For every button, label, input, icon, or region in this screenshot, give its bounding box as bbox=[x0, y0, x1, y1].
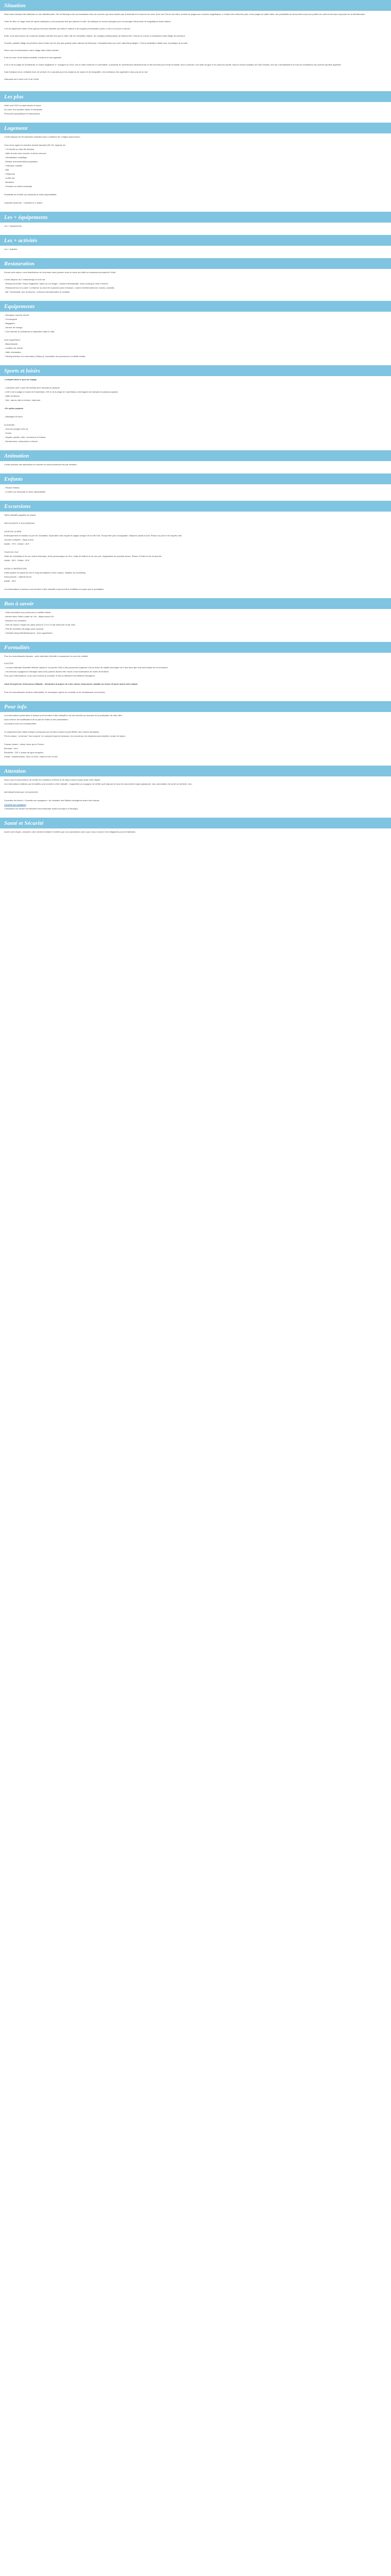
section-title: Situation bbox=[4, 2, 26, 9]
section-header-pour-info bbox=[0, 701, 391, 712]
section-body-sante bbox=[0, 828, 391, 836]
section-header-activites bbox=[0, 235, 391, 246]
section-header-plus bbox=[0, 91, 391, 102]
paragraph: Nous vous recommandons notre village dans l'hôtel suivant : bbox=[4, 49, 60, 52]
text-line: - Climatisation chauffage bbox=[4, 156, 27, 159]
text-line: Embarquement en bateau au port de Ciutadella. Exploration des criques et plages vierges de la côte Sud. Temps libre pour la baignade. Déjeuner paella à bord. Retour au port en fin d'après-midi. bbox=[4, 534, 182, 537]
section-header-situation bbox=[0, 0, 391, 11]
text-line: Demi-journée - matériel fourni bbox=[4, 575, 31, 578]
section-body-attention bbox=[0, 776, 391, 812]
text-line: - Salle de bain avec douche et sèche-cheveux bbox=[4, 152, 46, 155]
text-line: Consultez les fiches « Conseils aux voyageurs » du ministère des Affaires étrangères avant votre départ. bbox=[4, 799, 100, 802]
section-body-logement bbox=[0, 133, 391, 207]
text-line: - Hôtel accessible aux personnes à mobilité réduite bbox=[4, 611, 51, 614]
text-line: - Transfert aéroport/hôtel/aéroport : avec supplément bbox=[4, 632, 53, 634]
text-line: Les informations relatives aux formalités sont données à titre indicatif ; il appartient au voyageur de vérifier qu'il dispose de tous les documents requis (passeport, visa, autorisation de sortie du territoire, etc.). bbox=[4, 783, 193, 785]
paragraph: A 40 m de la plage de Sondestrak, le Grand Sagbarker 4*, inauguré en 2013, est un hôtel moderne et confortable. Il possède de nombreuses infrastructures et des services pour toute la famille, dont 2 piscines, une salle de gym et un parcours sportif, dans le niveau nautique de Cala S'Aldea, club de Lola Ballesteros et tous les animations une journée sportive agréable. bbox=[4, 63, 341, 66]
text-line: - Restaurant bar à la carte "La Marina" au bord de la piscine (avec terrasse) : cuisine méditerranéenne, snacks, cocktails. bbox=[4, 286, 115, 289]
text-line: Journée complète - repas inclus bbox=[4, 538, 34, 541]
text-line: Tarifs indicatifs (payable sur place) bbox=[4, 514, 36, 516]
section-header-equipements bbox=[0, 212, 391, 223]
section-title: Santé et Sécurité bbox=[4, 820, 44, 826]
text-line: - Parking intérieur sur réservation (10€/jour). Accessible aux personnes à mobilité réduite. bbox=[4, 355, 86, 358]
section-title: Attention bbox=[4, 768, 26, 774]
section-body-plus bbox=[0, 102, 391, 117]
text-line: - 1 lit double ou deux lits simples bbox=[4, 148, 34, 150]
section-title: Sports et loisirs bbox=[4, 367, 40, 374]
section-body-sports bbox=[0, 376, 391, 445]
section-title: Animation bbox=[4, 452, 29, 459]
text-line: Avec supplément : bbox=[4, 338, 21, 341]
section-title: Equipements bbox=[4, 303, 35, 310]
text-line: - Massages et soins bbox=[4, 415, 23, 418]
text-line: TOUR DE L'ÎLE bbox=[4, 551, 19, 553]
section-title: Enfants bbox=[4, 476, 23, 482]
text-line: L'hôtel dispose de 2 restaurant(s) et d'un bar. bbox=[4, 278, 46, 281]
section-header-animation bbox=[0, 450, 391, 461]
text-line: - Wifi bbox=[4, 168, 9, 171]
text-line: L'inscription sur Ariane est fortement recommandée avant tout séjour à l'étranger. bbox=[4, 807, 78, 810]
text-line: - Téléphone bbox=[4, 173, 15, 175]
text-line: Personnel sympathique et francophone bbox=[4, 112, 40, 115]
section-title: Les plus bbox=[4, 93, 24, 100]
text-line: - Salle de fitness bbox=[4, 395, 20, 397]
paragraph: Cette île offre, en large choix de sports nautiques y sont proposés tels que planche à voile, ski nautique ou encore plongée pour une plongée découverte de magnifiques fonds marins. bbox=[4, 20, 171, 23]
section-header-sports bbox=[0, 365, 391, 376]
text-line: Adulte : 45 € bbox=[4, 580, 16, 582]
text-line: Monnaie : euro. bbox=[4, 747, 19, 750]
text-line: - Piscine enfants bbox=[4, 486, 20, 489]
section-title: Formalités bbox=[4, 644, 30, 651]
text-line: - La carte nationale d'identité délivrée depuis le 1er janvier 2004 à des personnes majeures voit sa durée de validité prolongée de 5 ans sans que cela soit indiqué sur le document. bbox=[4, 666, 168, 669]
text-line: - Les mineurs voyageant à l'étranger sans leurs parents doivent être munis d'une autorisation de sortie de territoire. bbox=[4, 670, 109, 673]
text-line: INFORMATIONS AUX VOYAGEURS bbox=[4, 791, 38, 793]
text-line: DÉCOUVERTE & EXCURSIONS bbox=[4, 522, 35, 524]
text-line: Avant votre départ, consultez votre médecin traitant et vérifiez que vos vaccinations sont à jour. Aucun vaccin n'est obligatoire pour les Baléares. bbox=[4, 831, 136, 833]
text-line: Au cœur d'un quartier calme et résidentiel bbox=[4, 108, 43, 111]
conseils-aux-voyageurs-link[interactable]: Conseils aux voyageurs bbox=[4, 803, 26, 806]
text-line: Prix du séjour : la formule "tout compris" ne comprend pas les boissons, les excursions, les dépenses personnelles, la taxe de séjour. bbox=[4, 735, 126, 737]
text-line: Les + activités bbox=[4, 248, 18, 250]
text-line: JOUR DE LA MER bbox=[4, 530, 22, 533]
text-line: Nous vous recommandons de vérifier les conditions d'entrée et de séjour dans le pays avant votre départ. bbox=[4, 778, 101, 781]
section-body-formalites bbox=[0, 653, 391, 696]
text-line: - Club de plongée (100 m) bbox=[4, 428, 28, 430]
paragraph: Enfin, vous découvrirez de nombreux attraits culturels tels que la visite ville de Ciutadella, Mahón, de vestiges préhistoriques de Naveta d'Es Tudons ou encore le traditionnel petit village de pêcheurs. bbox=[4, 35, 186, 37]
section-header-logement bbox=[0, 123, 391, 133]
text-line: L'hôtel dispose de 98 chambres réparties dans 1 bâtiment de 2 étages (ascenseur). bbox=[4, 135, 80, 138]
text-line: - Spa : sauna, bain à remous, hammam bbox=[4, 399, 41, 401]
text-line: A NOTER : bbox=[4, 662, 14, 665]
text-line: - Prêt de serviettes de plage (avec caution) bbox=[4, 628, 44, 630]
text-line: Sortie guidée en kayak de mer le long des falaises et des criques. Initiation au snorkeling. bbox=[4, 571, 86, 574]
text-line: Carte Européenne d'Assurance Maladie : demandez-la auprès de votre caisse d'assurance maladie au moins 15 jours avant votre départ. bbox=[4, 683, 138, 685]
text-line: - A 50 m de la plage à l'ouest de Sondestrak, 100 m de la plage de Cala Blanca. Aménagées de transats et parasols payants bbox=[4, 391, 118, 393]
section-title: Les + activités bbox=[4, 237, 38, 244]
text-line: Le classement des hôtels indiqué correspond aux normes locales et peut différer des normes françaises. bbox=[4, 731, 100, 733]
text-line: - Minibar (consommations payantes) bbox=[4, 160, 38, 163]
section-body-pour-info bbox=[0, 712, 391, 760]
text-line: Électricité : 220 V, prises de type européen. bbox=[4, 751, 44, 754]
text-line: Pour plus d'informations, nous vous invitons à consulter le site du Ministère des Affaires Étrangères. bbox=[4, 674, 95, 677]
text-line: - Taxe de séjour à régler sur place (environ 1 € à 2 € par personne et par nuit) bbox=[4, 623, 75, 626]
section-title: Pour info bbox=[4, 703, 27, 710]
text-line: L'hôtel propose des spectacles et concerts en soirée plusieurs fois par semaine. bbox=[4, 463, 77, 466]
text-line: Adulte : 55 € - Enfant : 35 € bbox=[4, 559, 29, 562]
text-line: - Réception ouverte 24h/24 bbox=[4, 314, 29, 316]
text-line: Possibilité de lit bébé sur demande et selon disponibilités. bbox=[4, 193, 57, 196]
section-title: Les + équipements bbox=[4, 214, 48, 221]
section-header-restauration bbox=[0, 258, 391, 269]
text-line: Visite de Ciutadella et de son centre historique. Arrêt panoramique au Toro. Visite de Mahón et de son port. Dégustation de produits locaux. Retour à l'hôtel en fin de journée. bbox=[4, 555, 162, 557]
text-line: - Coin Internet (2 ordinateurs à disposition dans le hall) bbox=[4, 330, 55, 333]
section-title: Restauration bbox=[4, 260, 35, 267]
section-body-enfants bbox=[0, 484, 391, 496]
text-line: - 2 piscines dont 1 pour les enfants avec transats et parasols bbox=[4, 386, 60, 389]
text-line: Hôtel neuf 2013 au style simple et épuré bbox=[4, 104, 41, 107]
section-body-excursions bbox=[0, 512, 391, 593]
text-line: Les informations ci-dessus sont données à titre indicatif et peuvent être modifiées sur place par le prestataire. bbox=[4, 588, 104, 590]
paragraph: Situé dans l'archipel des Baléares en mer Méditerranée, l'île de Minorque est une destination hors du commun qui vous séduira par la diversité et la douceur de vivre. Avec ses 216 km de côtes, bordés de plages aux couleurs magnifiques, à l'ombre des chefs des pins, entre plages de sable blanc, les possibilités de découverte sont pour profiter du soleil et des eaux turquoise de la Méditerranée. bbox=[4, 13, 366, 15]
text-line: - Lit bébé sur demande et selon disponibilités bbox=[4, 490, 46, 493]
text-line: Climat : méditerranéen, doux en hiver, chaud et sec en été. bbox=[4, 755, 58, 758]
section-title: Bon à savoir bbox=[4, 600, 34, 607]
text-line: - Animaux non acceptés bbox=[4, 619, 26, 622]
text-line: - Bagagerie bbox=[4, 322, 15, 325]
text-line: Les photos sont non contractuelles. bbox=[4, 722, 37, 725]
text-line: Capacité maximum : 3 adultes et 1 enfant bbox=[4, 201, 42, 204]
section-header-sante bbox=[0, 818, 391, 828]
text-line: - Randonnées, randonnées à cheval bbox=[4, 440, 38, 443]
text-line: - Bouilloire bbox=[4, 181, 14, 183]
text-line: - Terrasse ou balcon aménagé bbox=[4, 185, 32, 188]
section-header-formalites bbox=[0, 642, 391, 653]
subheading: • Compris dans le prix du voyage bbox=[4, 378, 37, 381]
paragraph: Durant votre séjour, vous bénéficierez de la formule demi-pension sous la forme de buffet au restaurant principal de l'hôtel. bbox=[4, 271, 117, 274]
text-line: - Blanchisserie bbox=[4, 343, 18, 345]
text-line: - Location de voiture bbox=[4, 347, 23, 349]
section-title: Logement bbox=[4, 125, 28, 131]
section-body-animation bbox=[0, 461, 391, 468]
section-body-equipements-detail bbox=[0, 312, 391, 360]
section-header-bon-a-savoir bbox=[0, 598, 391, 609]
section-body-equipements bbox=[0, 223, 391, 230]
paragraph: Il est au cœur d'une station familiale, moderne et très agréable. bbox=[4, 56, 62, 59]
paragraph: Pour les ressortissants français : carte nationale d'identité ou passeport en cours de validité. bbox=[4, 655, 89, 657]
text-line: Adulte : 75 € - Enfant : 45 € bbox=[4, 543, 29, 545]
section-header-attention bbox=[0, 766, 391, 776]
text-line: - Bar "Sondestrak" (sur la piscine) : boissons internationales et cocktails. bbox=[4, 291, 71, 293]
section-title: Excursions bbox=[4, 503, 31, 510]
text-line: - Arrivée dans l'hôtel à partir de 14h - départ avant 12h bbox=[4, 615, 54, 618]
section-body-restauration bbox=[0, 269, 391, 296]
text-line: Vous serez logés en chambre double standard (25 m²), équipée de : bbox=[4, 144, 67, 146]
paragraph: Fornells, paisible village de pêcheurs dont la baie est l'un des plus grands ports naturels de Minorque. Ciutadella dans une zone naturelle protégée. C'est la destination idéale pour la pratique de la voile. bbox=[4, 42, 188, 44]
section-header-enfants bbox=[0, 473, 391, 484]
section-header-excursions bbox=[0, 501, 391, 512]
text-line: - Tennis bbox=[4, 432, 11, 434]
paragraph: L'île est également dotée d'une grande richesse naturelle qui invite le visiteur à de longues promenades à pied, à vélo ou encore à cheval... bbox=[4, 27, 132, 30]
text-line: - Coffre-fort bbox=[4, 177, 15, 179]
text-line: Fuseau horaire : même heure qu'en France. bbox=[4, 743, 45, 745]
section-header-equipements-detail bbox=[0, 301, 391, 312]
text-line: A proximité : bbox=[4, 423, 16, 426]
text-line: - Télévision satellite bbox=[4, 164, 23, 167]
paragraph: Cala Galdana est un véritable écrin de verdure et un paradis pour les amateurs de nature et de tranquillité. Une ambiance très agréable à deux pas de la mer. bbox=[4, 71, 149, 73]
subheading: • En option payante bbox=[4, 407, 24, 410]
text-line: Sous réserve de modifications de la part de l'hôtel ou des prestataires. bbox=[4, 718, 69, 721]
text-line: KAYAK & SNORKELING bbox=[4, 567, 27, 570]
text-line: Les informations présentées ci-dessus sont données à titre indicatif et ont été relevées au moment de la publication de cette offre. bbox=[4, 714, 123, 717]
text-line: Les + équipements bbox=[4, 225, 22, 227]
section-body-activites bbox=[0, 246, 391, 253]
text-line: - Salle d'animation bbox=[4, 351, 21, 353]
section-body-bon-a-savoir bbox=[0, 609, 391, 637]
text-line: - Kayaks, paddle, voile, excursions en bateau bbox=[4, 436, 46, 438]
text-line: - Conciergerie bbox=[4, 318, 18, 320]
text-line: Pour les ressortissants d'autres nationalités, se renseigner auprès du consulat ou de l'ambassade concerné(e). bbox=[4, 691, 106, 693]
text-line: - Service de change bbox=[4, 326, 23, 329]
text-line: - Restaurant buffet "Grand Sagbarker" (situé au 1er étage) : cuisine internationale, show cooking et dîner à thème. bbox=[4, 282, 109, 285]
section-body-situation bbox=[0, 11, 391, 86]
paragraph: Galeopsis est à neuf à 40 m de l'hôtel. bbox=[4, 78, 39, 80]
